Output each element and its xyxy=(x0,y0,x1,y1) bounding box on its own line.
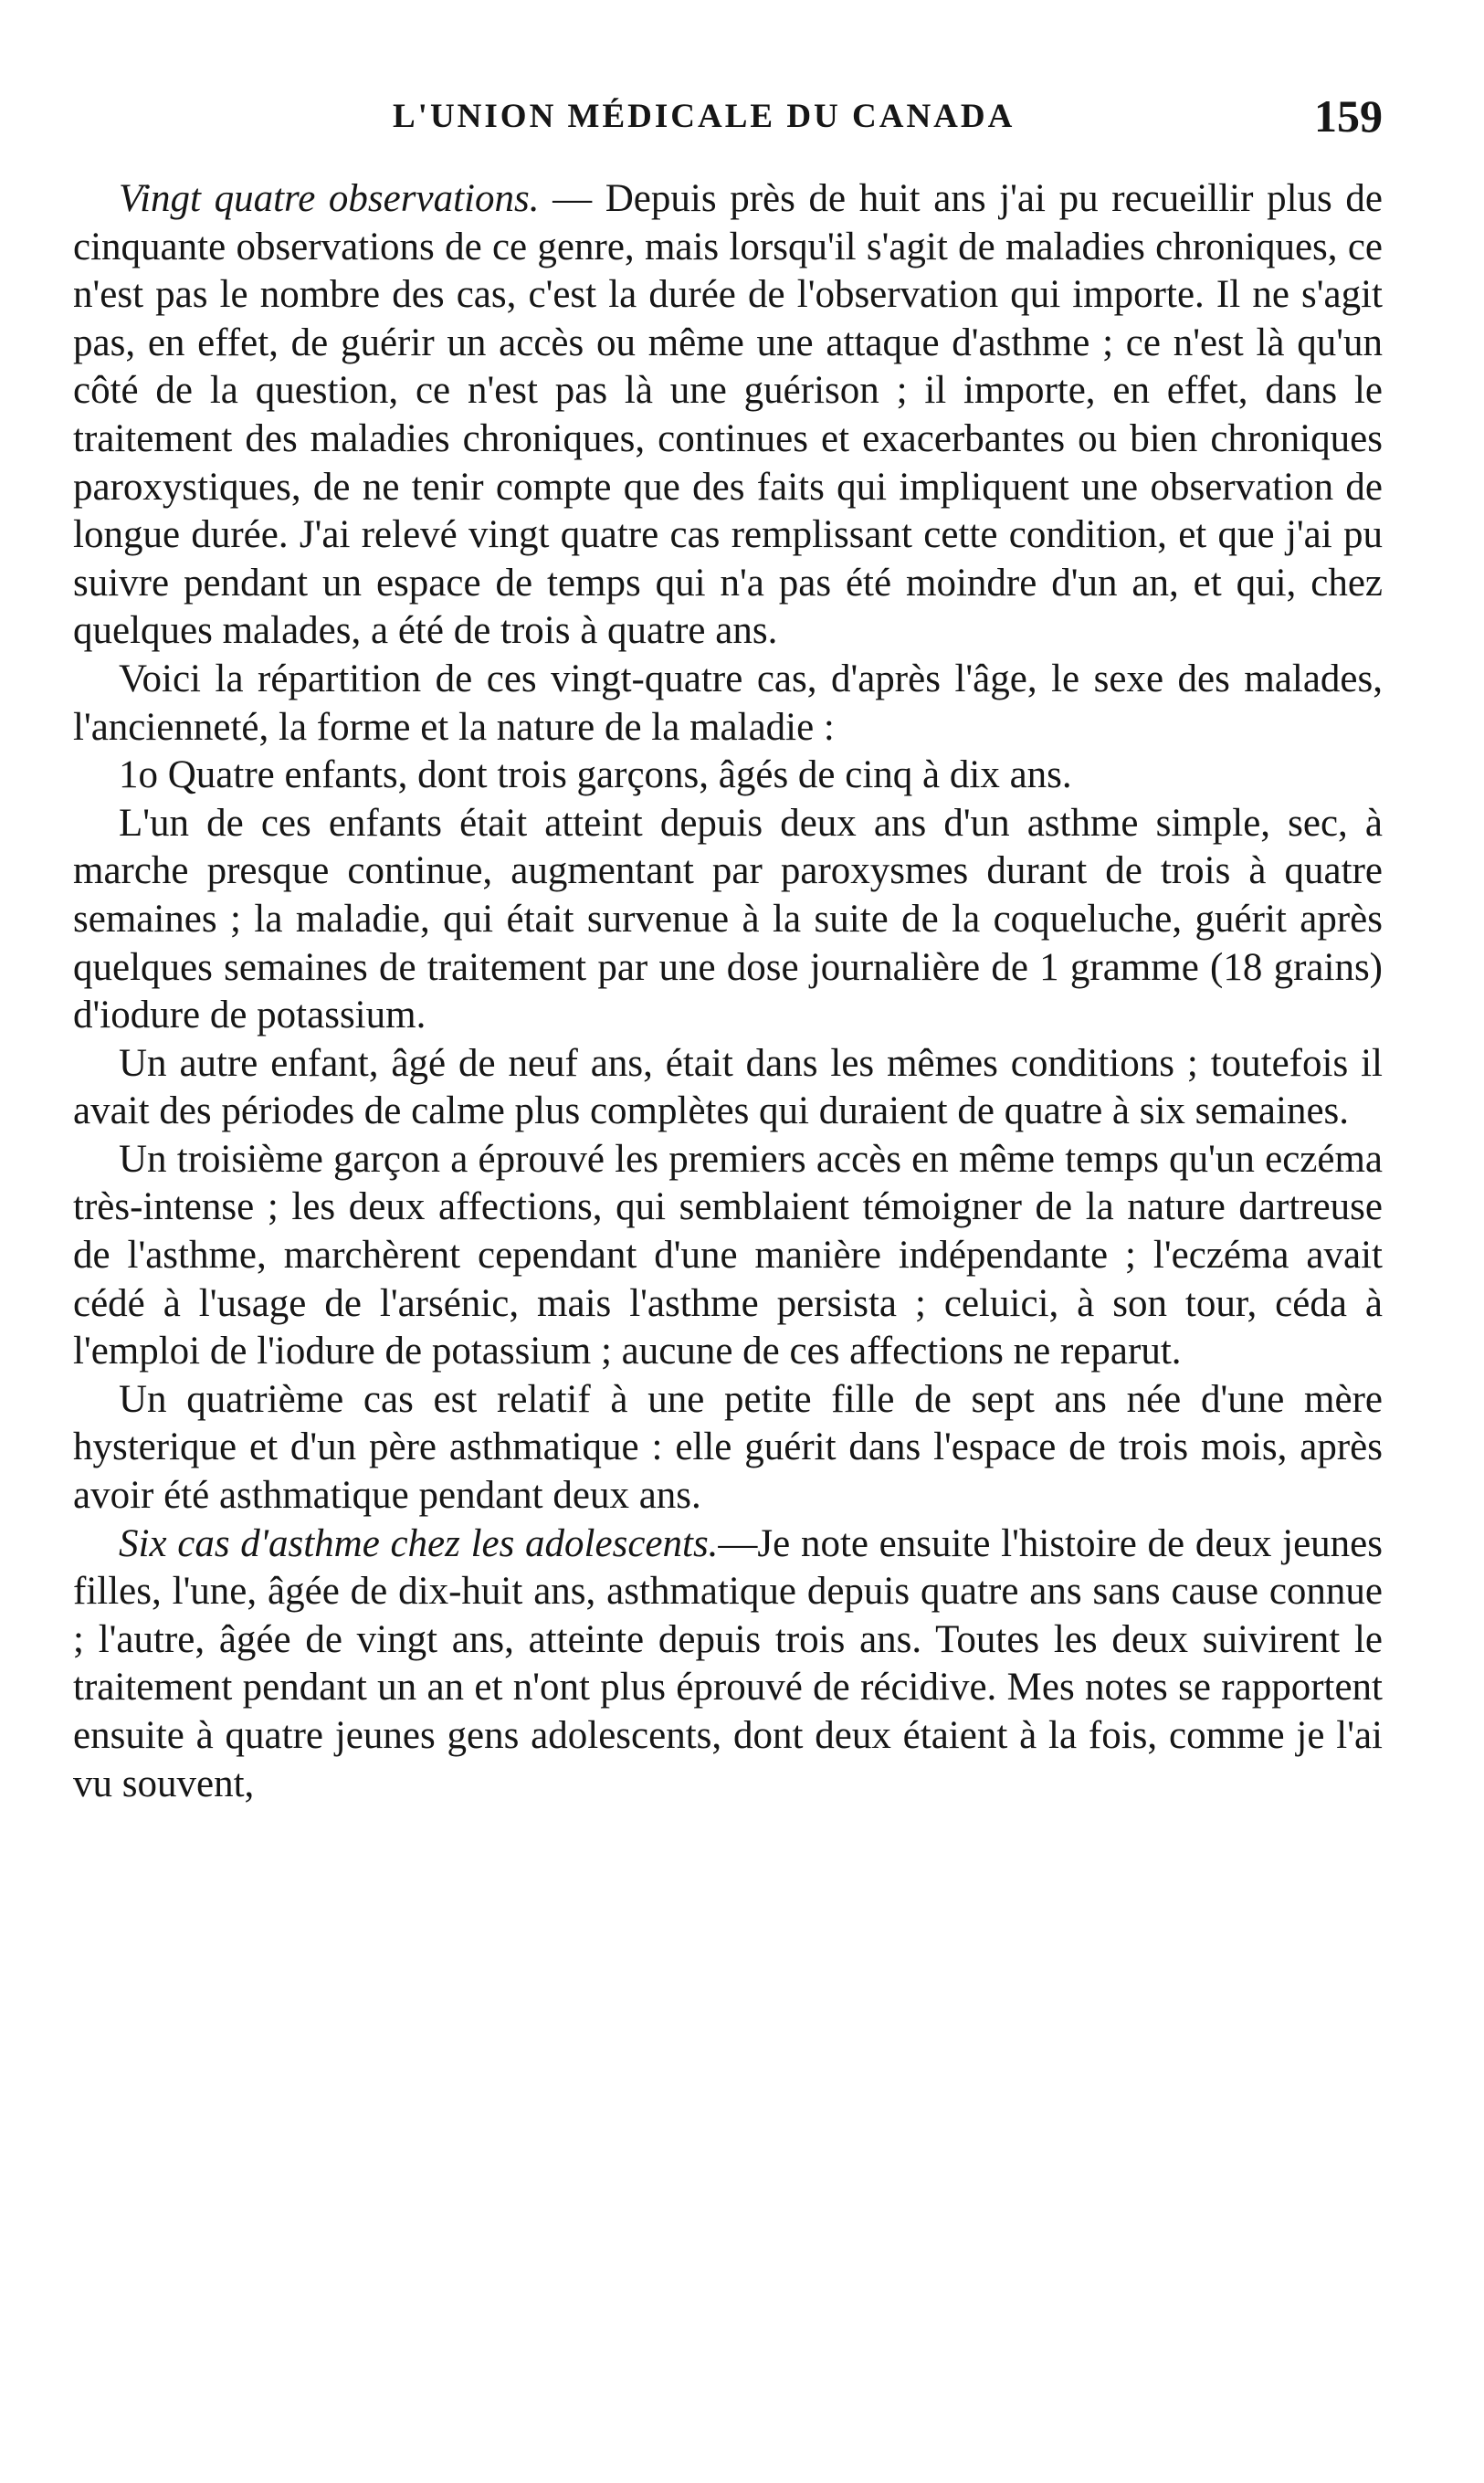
paragraph-text: Un troisième garçon a éprouvé les premiers accès en même temps qu'un eczéma très-intense ; les deux affections, qui semblaient témoigner de la nature dartreuse de l'asthme, marchèrent cependant d'une manière indépendante ; l'eczéma avait cédé à l'usage de l'arsénic, mais l'asthme persista ; celuici, à son tour, céda à l'emploi de l'iodure de potassium ; aucune de ces affections ne reparut. xyxy=(73,1137,1383,1373)
paragraph-repartition xyxy=(73,656,1383,752)
paragraph-text: Un quatrième cas est relatif à une petite fille de sept ans née d'une mère hysterique et d'un père asthmatique : elle guérit dans l'espace de trois mois, après avoir été asthmatique pendant deux ans. xyxy=(73,1377,1383,1518)
paragraph-text: Un autre enfant, âgé de neuf ans, était dans les mêmes conditions ; toutefois il avait des périodes de calme plus complètes qui duraient de quatre à six semaines. xyxy=(73,1041,1383,1133)
paragraph-troisieme-garcon xyxy=(73,1136,1383,1376)
paragraph-text: 1o Quatre enfants, dont trois garçons, âgés de cinq à dix ans. xyxy=(119,753,1072,797)
paragraph-lead-italic: Six cas d'asthme chez les adolescents. xyxy=(119,1521,719,1565)
paragraph-text: Voici la répartition de ces vingt-quatre cas, d'après l'âge, le sexe des malades, l'ancienneté, la forme et la nature de la maladie : xyxy=(73,657,1383,749)
paragraph-lead-italic: Vingt quatre observations. xyxy=(119,177,540,220)
paragraph-adolescents xyxy=(73,1520,1383,1809)
paragraph-text: —Je note ensuite l'histoire de deux jeunes filles, l'une, âgée de dix-huit ans, asthmatique depuis quatre ans sans cause connue ; l'autre, âgée de vingt ans, atteinte depuis trois ans. Toutes les deux suivirent le traitement pendant un an et n'ont plus éprouvé de récidive. Mes notes se rapportent ensuite à quatre jeunes gens adolescents, dont deux étaient à la fois, comme je l'ai vu souvent, xyxy=(73,1521,1383,1805)
running-head xyxy=(128,88,1383,152)
paragraph-text: — Depuis près de huit ans j'ai pu recueillir plus de cinquante observations de ce genre, mais lorsqu'il s'agit de maladies chroniques, ce n'est pas le nombre des cas, c'est la durée de l'observation qui importe. Il ne s'agit pas, en effet, de guérir un accès ou même une attaque d'asthme ; ce n'est là qu'un côté de la question, ce n'est pas là une guérison ; il importe, en effet, dans le traitement des maladies chroniques, continues et exacerbantes ou bien chroniques paroxystiques, de ne tenir compte que des faits qui impliquent une observation de longue durée. J'ai relevé vingt quatre cas remplissant cette condition, et que j'ai pu suivre pendant un espace de temps qui n'a pas été moindre d'un an, et qui, chez quelques malades, a été de trois à quatre ans. xyxy=(73,177,1383,653)
paragraph-quatrieme-cas xyxy=(73,1376,1383,1520)
page-number: 159 xyxy=(1314,90,1383,142)
paragraph-premier-enfant xyxy=(73,800,1383,1040)
body-text xyxy=(73,175,1383,1808)
paragraph-text: L'un de ces enfants était atteint depuis deux ans d'un asthme simple, sec, à marche presque continue, augmentant par paroxysmes durant de trois à quatre semaines ; la maladie, qui était survenue à la suite de la coqueluche, guérit après quelques semaines de traitement par une dose journalière de 1 gramme (18 grains) d'iodure de potassium. xyxy=(73,801,1383,1037)
paragraph-observations xyxy=(73,175,1383,656)
paragraph-quatre-enfants xyxy=(73,752,1383,800)
running-title: L'UNION MÉDICALE DU CANADA xyxy=(393,98,1016,135)
paragraph-autre-enfant xyxy=(73,1040,1383,1136)
